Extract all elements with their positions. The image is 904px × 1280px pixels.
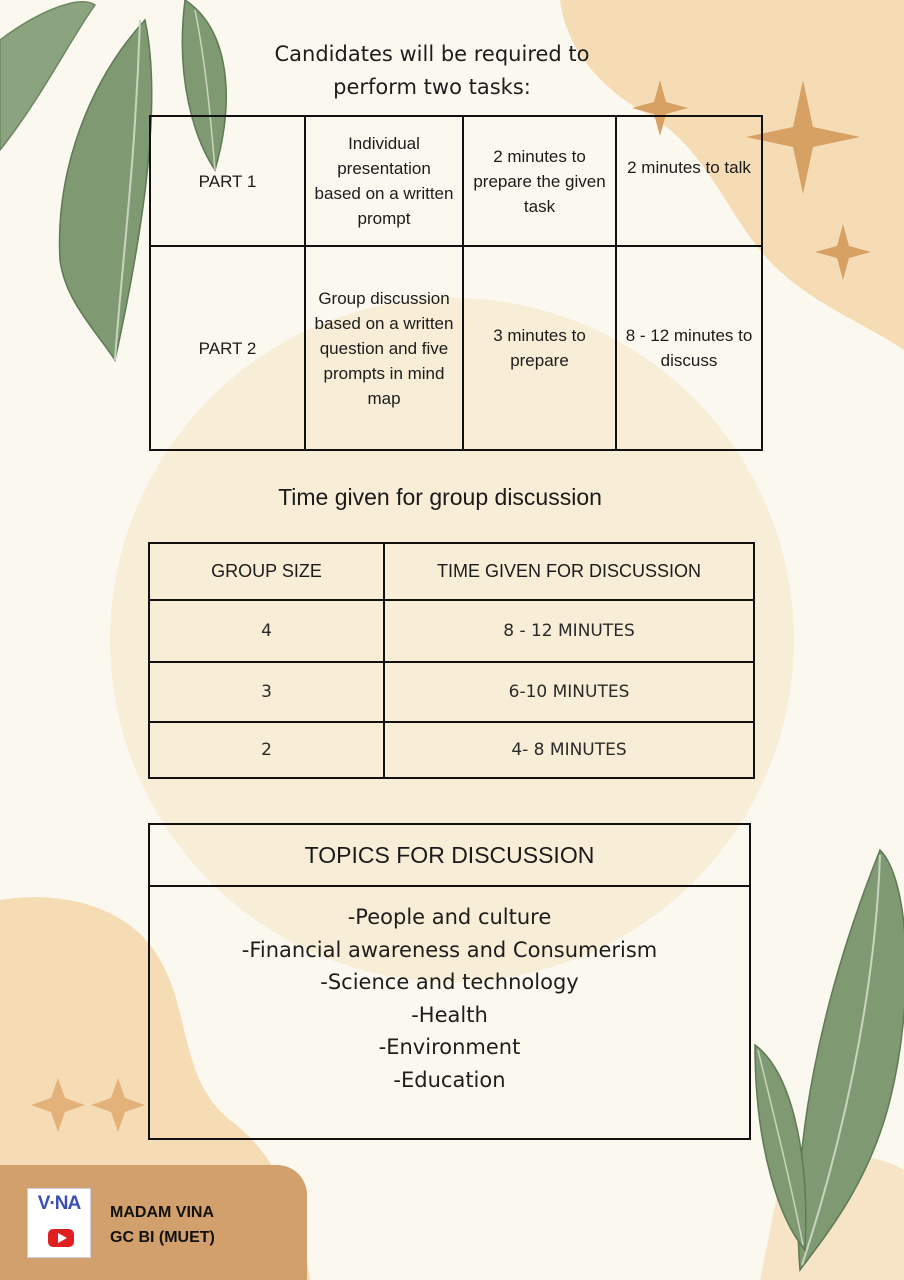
prepare-time: 2 minutes to prepare the given task: [463, 116, 616, 246]
youtube-play-icon: [48, 1229, 74, 1247]
intro-text: [232, 38, 632, 104]
table-row: [149, 662, 754, 722]
time-given-cell: 8 - 12 MINUTES: [384, 600, 754, 662]
intro-line-2: perform two tasks:: [333, 75, 531, 99]
topics-list: [150, 887, 749, 1096]
group-size-cell: 2: [149, 722, 384, 778]
table-row: [150, 116, 762, 246]
table-row: [150, 246, 762, 450]
list-item: -Education: [393, 1067, 506, 1092]
list-item: -Environment: [378, 1035, 521, 1059]
intro-line-1: Candidates will be required to: [274, 42, 590, 66]
list-item: -Health: [411, 1002, 488, 1027]
task-description: Individual presentation based on a written prompt: [305, 116, 463, 246]
group-size-cell: 3: [149, 662, 384, 722]
time-given-cell: 6-10 MINUTES: [384, 662, 754, 722]
brand-name: MADAM VINA: [110, 1204, 214, 1221]
talk-time: 2 minutes to talk: [616, 116, 762, 246]
talk-time: 8 - 12 minutes to discuss: [616, 246, 762, 450]
prepare-time: 3 minutes to prepare: [463, 246, 616, 450]
group-time-table: [148, 542, 755, 779]
task-description: Group discussion based on a written question and five prompts in mind map: [305, 246, 463, 450]
brand-text: [110, 1200, 215, 1250]
topics-box: [148, 823, 751, 1140]
table-header-row: [149, 543, 754, 600]
logo-text: V·NA: [37, 1193, 81, 1214]
parts-table: [149, 115, 763, 451]
time-given-cell: 4- 8 MINUTES: [384, 722, 754, 778]
part-label: PART 2: [150, 246, 305, 450]
brand-logo: [27, 1188, 91, 1258]
list-item: -Science and technology: [320, 970, 579, 994]
part-label: PART 1: [150, 116, 305, 246]
group-size-cell: 4: [149, 600, 384, 662]
list-item: -Financial awareness and Consumerism: [241, 937, 658, 962]
brand-subtitle: GC BI (MUET): [110, 1229, 215, 1246]
topics-title: TOPICS FOR DISCUSSION: [150, 825, 749, 887]
list-item: -People and culture: [347, 905, 552, 929]
table-row: [149, 722, 754, 778]
column-header-group-size: GROUP SIZE: [149, 543, 384, 600]
group-section-title: Time given for group discussion: [278, 484, 602, 510]
table-row: [149, 600, 754, 662]
column-header-time-given: TIME GIVEN FOR DISCUSSION: [384, 543, 754, 600]
